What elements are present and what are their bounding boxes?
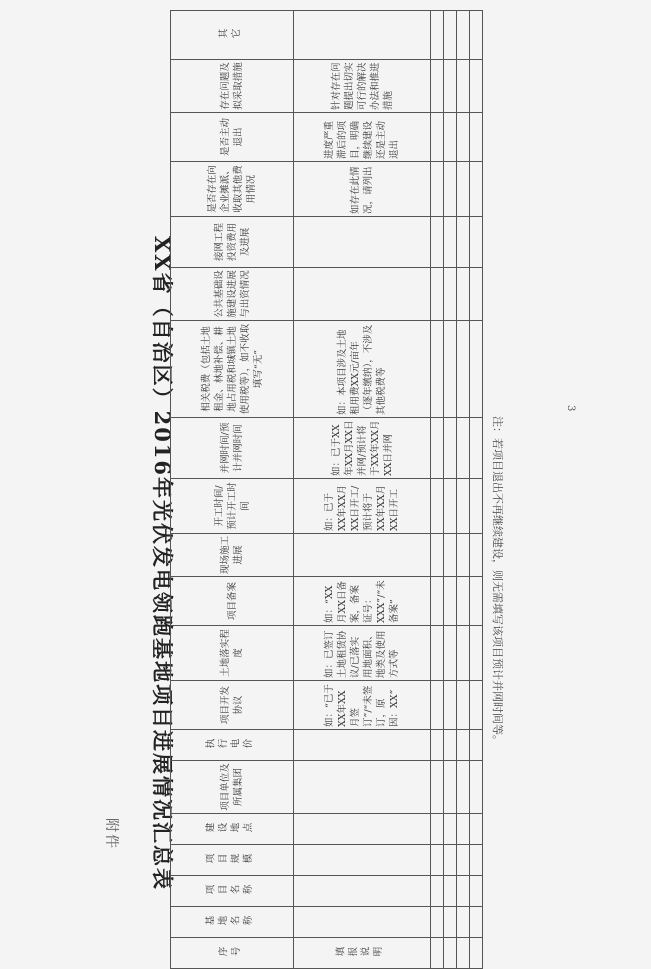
table-cell: 如：“已于XX年XX月签订”/“未签订，原因：XX”	[294, 681, 431, 730]
header-cell: 建设地点	[171, 814, 294, 845]
header-cell: 土地落实程度	[171, 626, 294, 681]
table-cell: 如：已于XX年XX月XX日开工/预计将于XX年XX月XX日开工	[294, 479, 431, 534]
attachment-label: 附件	[103, 818, 119, 850]
header-cell: 项目规模	[171, 845, 294, 876]
header-cell: 项目开发协议	[171, 681, 294, 730]
header-cell: 现场施工进展	[171, 534, 294, 577]
header-cell: 接网工程投资费用及进展	[171, 217, 294, 268]
header-cell: 基地名称	[171, 907, 294, 938]
header-cell: 开工时间/预计开工时间	[171, 479, 294, 534]
blank-row	[444, 11, 457, 969]
header-cell: 项目备案	[171, 577, 294, 626]
table-cell: 如：已于XX年XX月XX日并网/预计将于XX年XX月XX日并网	[294, 418, 431, 479]
table-cell: 如：已签订土地租赁协议/已落实用地面积、地类及使用方式等	[294, 626, 431, 681]
table-cell	[294, 730, 431, 761]
header-cell: 项目单位及所属集团	[171, 761, 294, 814]
header-cell: 并网时间/预计并网时间	[171, 418, 294, 479]
table-cell	[294, 11, 431, 60]
table-cell: 如：本项目涉及土地租用费XX元/亩年（逐年缴纳），不涉及其他税费等	[294, 321, 431, 418]
header-cell: 项目名称	[171, 876, 294, 907]
table-cell	[294, 907, 431, 938]
header-cell: 相关税费（包括土地租金、林地补偿、耕地占用税和城镇土地使用税等），如不收取填写“无”	[171, 321, 294, 418]
page-number: 3	[565, 405, 576, 412]
table-cell	[294, 268, 431, 321]
table-cell	[294, 761, 431, 814]
table-cell: 如：“XX月XX日备案，备案证号：XXX”/“未备案”	[294, 577, 431, 626]
header-cell: 其它	[171, 11, 294, 60]
table-cell: 如存在此情况，请列出	[294, 162, 431, 217]
table-cell	[294, 814, 431, 845]
blank-row	[457, 11, 470, 969]
table-cell	[294, 534, 431, 577]
footnote: 注：若项目退出不再继续建设，则无需填写该项目预计并网时间等。	[491, 416, 504, 746]
header-cell: 执行电价	[171, 730, 294, 761]
example-row	[294, 11, 431, 969]
page-title: XX省（自治区）2016年光伏发电领跑基地项目进展情况汇总表	[150, 236, 175, 892]
table-cell	[294, 217, 431, 268]
header-cell: 公共基础设施建设进展与出资情况	[171, 268, 294, 321]
example-row-label: 填报说明	[294, 938, 431, 969]
blank-row	[470, 11, 483, 969]
header-row	[171, 11, 294, 969]
header-cell: 序号	[171, 938, 294, 969]
header-cell: 是否存在向企业摊派、收取其他费用情况	[171, 162, 294, 217]
table-cell	[294, 876, 431, 907]
progress-summary-table	[170, 10, 483, 969]
table-cell: 进度严重滞后的项目，明确继续建设还是主动退出	[294, 113, 431, 162]
blank-row	[431, 11, 444, 969]
table-cell	[294, 845, 431, 876]
table-cell: 针对存在问题提出切实可行的解决办法和推进措施	[294, 60, 431, 113]
header-cell: 存在问题及拟采取措施	[171, 60, 294, 113]
header-cell: 是否主动退出	[171, 113, 294, 162]
